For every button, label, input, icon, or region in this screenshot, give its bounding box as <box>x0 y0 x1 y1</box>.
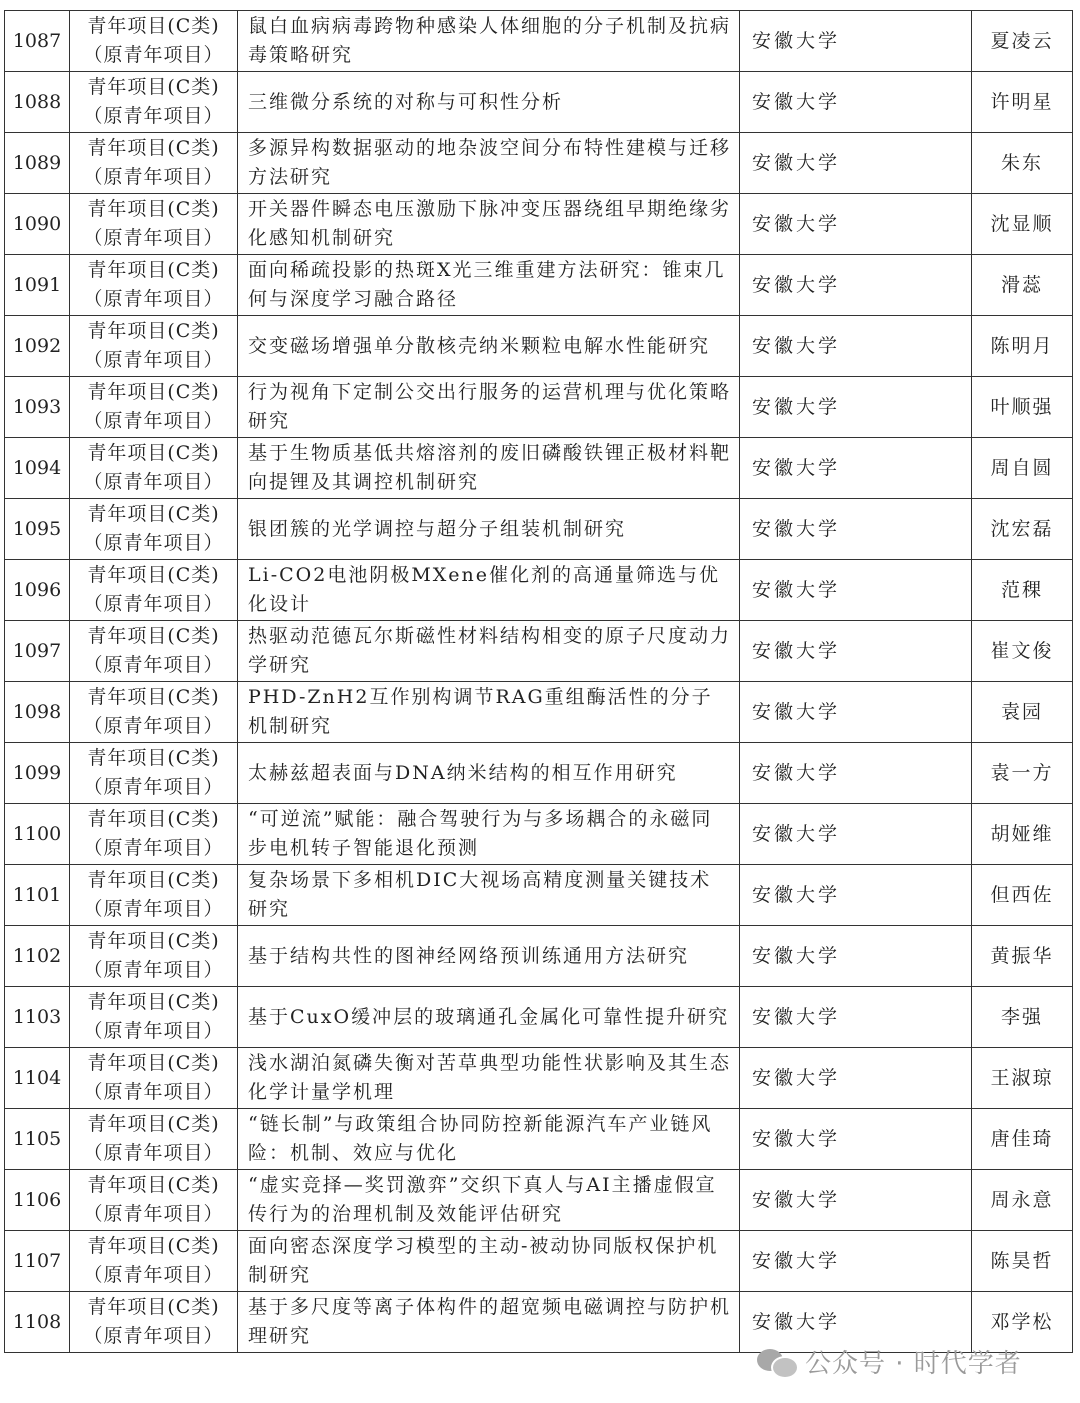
project-type <box>70 377 238 438</box>
institution: 安徽大学 <box>740 255 972 316</box>
institution: 安徽大学 <box>740 499 972 560</box>
table-row <box>5 377 1073 438</box>
project-number: 1094 <box>5 438 70 499</box>
project-type-line1: 青年项目(C类) <box>87 1296 220 1318</box>
table-row <box>5 133 1073 194</box>
project-type-line2: （原青年项目） <box>83 1264 224 1286</box>
project-type-line2: （原青年项目） <box>83 471 224 493</box>
institution: 安徽大学 <box>740 1231 972 1292</box>
project-title: 浅水湖泊氮磷失衡对苦草典型功能性状影响及其生态化学计量学机理 <box>238 1048 740 1109</box>
project-number: 1096 <box>5 560 70 621</box>
project-type-line2: （原青年项目） <box>83 837 224 859</box>
project-number: 1100 <box>5 804 70 865</box>
project-number: 1099 <box>5 743 70 804</box>
table-row <box>5 926 1073 987</box>
table-row <box>5 316 1073 377</box>
institution: 安徽大学 <box>740 1170 972 1231</box>
project-title: 面向稀疏投影的热斑X光三维重建方法研究：锥束几何与深度学习融合路径 <box>238 255 740 316</box>
project-title: 基于多尺度等离子体构件的超宽频电磁调控与防护机理研究 <box>238 1292 740 1353</box>
project-title: 基于生物质基低共熔溶剂的废旧磷酸铁锂正极材料靶向提锂及其调控机制研究 <box>238 438 740 499</box>
project-number: 1106 <box>5 1170 70 1231</box>
principal-investigator: 胡娅维 <box>972 804 1073 865</box>
project-type-line1: 青年项目(C类) <box>87 686 220 708</box>
institution: 安徽大学 <box>740 194 972 255</box>
table-row <box>5 743 1073 804</box>
project-type-line1: 青年项目(C类) <box>87 1113 220 1135</box>
project-type <box>70 682 238 743</box>
project-type <box>70 804 238 865</box>
project-type <box>70 1231 238 1292</box>
watermark-text: 公众号 · 时代学者 <box>805 1348 1022 1379</box>
principal-investigator: 但西佐 <box>972 865 1073 926</box>
table-row <box>5 1109 1073 1170</box>
project-type-line1: 青年项目(C类) <box>87 808 220 830</box>
project-type-line1: 青年项目(C类) <box>87 930 220 952</box>
principal-investigator: 陈明月 <box>972 316 1073 377</box>
institution: 安徽大学 <box>740 560 972 621</box>
table-row <box>5 804 1073 865</box>
project-type-line2: （原青年项目） <box>83 166 224 188</box>
project-type-line2: （原青年项目） <box>83 715 224 737</box>
institution: 安徽大学 <box>740 804 972 865</box>
watermark <box>757 1341 1022 1381</box>
project-type-line1: 青年项目(C类) <box>87 625 220 647</box>
table-row <box>5 11 1073 72</box>
principal-investigator: 李强 <box>972 987 1073 1048</box>
project-type-line1: 青年项目(C类) <box>87 137 220 159</box>
table-row <box>5 255 1073 316</box>
project-number: 1101 <box>5 865 70 926</box>
project-type <box>70 560 238 621</box>
institution: 安徽大学 <box>740 11 972 72</box>
project-number: 1098 <box>5 682 70 743</box>
grant-rows <box>5 11 1073 1353</box>
institution: 安徽大学 <box>740 1109 972 1170</box>
principal-investigator: 邓学松 <box>972 1292 1073 1353</box>
table-row <box>5 865 1073 926</box>
project-type-line2: （原青年项目） <box>83 654 224 676</box>
project-type-line1: 青年项目(C类) <box>87 991 220 1013</box>
table-row <box>5 194 1073 255</box>
project-type <box>70 987 238 1048</box>
institution: 安徽大学 <box>740 743 972 804</box>
project-type-line1: 青年项目(C类) <box>87 320 220 342</box>
principal-investigator: 周自圆 <box>972 438 1073 499</box>
project-type-line1: 青年项目(C类) <box>87 1174 220 1196</box>
institution: 安徽大学 <box>740 926 972 987</box>
institution: 安徽大学 <box>740 987 972 1048</box>
institution: 安徽大学 <box>740 621 972 682</box>
principal-investigator: 朱东 <box>972 133 1073 194</box>
project-title: 三维微分系统的对称与可积性分析 <box>238 72 740 133</box>
principal-investigator: 陈昊哲 <box>972 1231 1073 1292</box>
project-type-line2: （原青年项目） <box>83 593 224 615</box>
project-type-line1: 青年项目(C类) <box>87 381 220 403</box>
project-type <box>70 743 238 804</box>
table-row <box>5 621 1073 682</box>
grant-list-table <box>4 10 1073 1353</box>
project-type-line2: （原青年项目） <box>83 959 224 981</box>
project-type-line2: （原青年项目） <box>83 410 224 432</box>
project-type-line1: 青年项目(C类) <box>87 503 220 525</box>
project-title: 银团簇的光学调控与超分子组装机制研究 <box>238 499 740 560</box>
project-type-line1: 青年项目(C类) <box>87 442 220 464</box>
project-title: 面向密态深度学习模型的主动-被动协同版权保护机制研究 <box>238 1231 740 1292</box>
project-number: 1087 <box>5 11 70 72</box>
project-type-line1: 青年项目(C类) <box>87 869 220 891</box>
project-type <box>70 621 238 682</box>
table-row <box>5 682 1073 743</box>
institution: 安徽大学 <box>740 72 972 133</box>
principal-investigator: 周永意 <box>972 1170 1073 1231</box>
project-type-line1: 青年项目(C类) <box>87 1235 220 1257</box>
project-type <box>70 1170 238 1231</box>
project-title: 行为视角下定制公交出行服务的运营机理与优化策略研究 <box>238 377 740 438</box>
institution: 安徽大学 <box>740 1048 972 1109</box>
institution: 安徽大学 <box>740 1292 972 1353</box>
project-number: 1107 <box>5 1231 70 1292</box>
principal-investigator: 范稞 <box>972 560 1073 621</box>
principal-investigator: 滑蕊 <box>972 255 1073 316</box>
institution: 安徽大学 <box>740 133 972 194</box>
project-type-line1: 青年项目(C类) <box>87 198 220 220</box>
project-type-line2: （原青年项目） <box>83 1325 224 1347</box>
project-type <box>70 194 238 255</box>
project-title: 太赫兹超表面与DNA纳米结构的相互作用研究 <box>238 743 740 804</box>
project-type <box>70 1292 238 1353</box>
project-type-line1: 青年项目(C类) <box>87 76 220 98</box>
project-type-line2: （原青年项目） <box>83 898 224 920</box>
project-title: “链长制”与政策组合协同防控新能源汽车产业链风险：机制、效应与优化 <box>238 1109 740 1170</box>
project-type <box>70 72 238 133</box>
project-type <box>70 1109 238 1170</box>
principal-investigator: 沈显顺 <box>972 194 1073 255</box>
table-row <box>5 438 1073 499</box>
project-type-line1: 青年项目(C类) <box>87 15 220 37</box>
project-type-line2: （原青年项目） <box>83 349 224 371</box>
principal-investigator: 黄振华 <box>972 926 1073 987</box>
project-number: 1104 <box>5 1048 70 1109</box>
project-type-line1: 青年项目(C类) <box>87 259 220 281</box>
principal-investigator: 唐佳琦 <box>972 1109 1073 1170</box>
project-type-line2: （原青年项目） <box>83 1142 224 1164</box>
project-number: 1092 <box>5 316 70 377</box>
project-type <box>70 255 238 316</box>
table-row <box>5 1048 1073 1109</box>
table-row <box>5 560 1073 621</box>
project-title: 热驱动范德瓦尔斯磁性材料结构相变的原子尺度动力学研究 <box>238 621 740 682</box>
project-title: 交变磁场增强单分散核壳纳米颗粒电解水性能研究 <box>238 316 740 377</box>
project-number: 1108 <box>5 1292 70 1353</box>
principal-investigator: 袁一方 <box>972 743 1073 804</box>
table-row <box>5 499 1073 560</box>
project-title: 开关器件瞬态电压激励下脉冲变压器绕组早期绝缘劣化感知机制研究 <box>238 194 740 255</box>
project-type <box>70 316 238 377</box>
principal-investigator: 袁园 <box>972 682 1073 743</box>
project-number: 1103 <box>5 987 70 1048</box>
project-title: 基于CuxO缓冲层的玻璃通孔金属化可靠性提升研究 <box>238 987 740 1048</box>
project-type <box>70 1048 238 1109</box>
institution: 安徽大学 <box>740 682 972 743</box>
project-type <box>70 133 238 194</box>
project-title: 基于结构共性的图神经网络预训练通用方法研究 <box>238 926 740 987</box>
project-title: “虚实竞择—奖罚激弈”交织下真人与AI主播虚假宣传行为的治理机制及效能评估研究 <box>238 1170 740 1231</box>
project-number: 1095 <box>5 499 70 560</box>
project-type-line1: 青年项目(C类) <box>87 564 220 586</box>
table-row <box>5 72 1073 133</box>
project-type <box>70 438 238 499</box>
project-title: 鼠白血病病毒跨物种感染人体细胞的分子机制及抗病毒策略研究 <box>238 11 740 72</box>
project-number: 1089 <box>5 133 70 194</box>
project-type-line2: （原青年项目） <box>83 288 224 310</box>
project-number: 1090 <box>5 194 70 255</box>
project-type <box>70 926 238 987</box>
principal-investigator: 许明星 <box>972 72 1073 133</box>
project-type <box>70 11 238 72</box>
project-number: 1102 <box>5 926 70 987</box>
principal-investigator: 王淑琼 <box>972 1048 1073 1109</box>
institution: 安徽大学 <box>740 438 972 499</box>
project-type-line2: （原青年项目） <box>83 1020 224 1042</box>
project-type-line2: （原青年项目） <box>83 1203 224 1225</box>
principal-investigator: 崔文俊 <box>972 621 1073 682</box>
institution: 安徽大学 <box>740 865 972 926</box>
project-type-line2: （原青年项目） <box>83 532 224 554</box>
project-title: “可逆流”赋能：融合驾驶行为与多场耦合的永磁同步电机转子智能退化预测 <box>238 804 740 865</box>
project-type-line2: （原青年项目） <box>83 105 224 127</box>
project-type-line1: 青年项目(C类) <box>87 747 220 769</box>
project-number: 1088 <box>5 72 70 133</box>
project-type-line2: （原青年项目） <box>83 227 224 249</box>
project-title: 复杂场景下多相机DIC大视场高精度测量关键技术研究 <box>238 865 740 926</box>
project-type <box>70 499 238 560</box>
principal-investigator: 沈宏磊 <box>972 499 1073 560</box>
table-row <box>5 1170 1073 1231</box>
project-type-line1: 青年项目(C类) <box>87 1052 220 1074</box>
project-number: 1105 <box>5 1109 70 1170</box>
project-number: 1097 <box>5 621 70 682</box>
project-title: 多源异构数据驱动的地杂波空间分布特性建模与迁移方法研究 <box>238 133 740 194</box>
project-type <box>70 865 238 926</box>
project-type-line2: （原青年项目） <box>83 44 224 66</box>
project-number: 1091 <box>5 255 70 316</box>
principal-investigator: 叶顺强 <box>972 377 1073 438</box>
project-number: 1093 <box>5 377 70 438</box>
wechat-icon <box>757 1345 797 1377</box>
project-type-line2: （原青年项目） <box>83 776 224 798</box>
table-row <box>5 987 1073 1048</box>
project-title: Li-CO2电池阴极MXene催化剂的高通量筛选与优化设计 <box>238 560 740 621</box>
project-title: PHD-ZnH2互作别构调节RAG重组酶活性的分子机制研究 <box>238 682 740 743</box>
table-row <box>5 1231 1073 1292</box>
institution: 安徽大学 <box>740 316 972 377</box>
principal-investigator: 夏凌云 <box>972 11 1073 72</box>
institution: 安徽大学 <box>740 377 972 438</box>
project-type-line2: （原青年项目） <box>83 1081 224 1103</box>
